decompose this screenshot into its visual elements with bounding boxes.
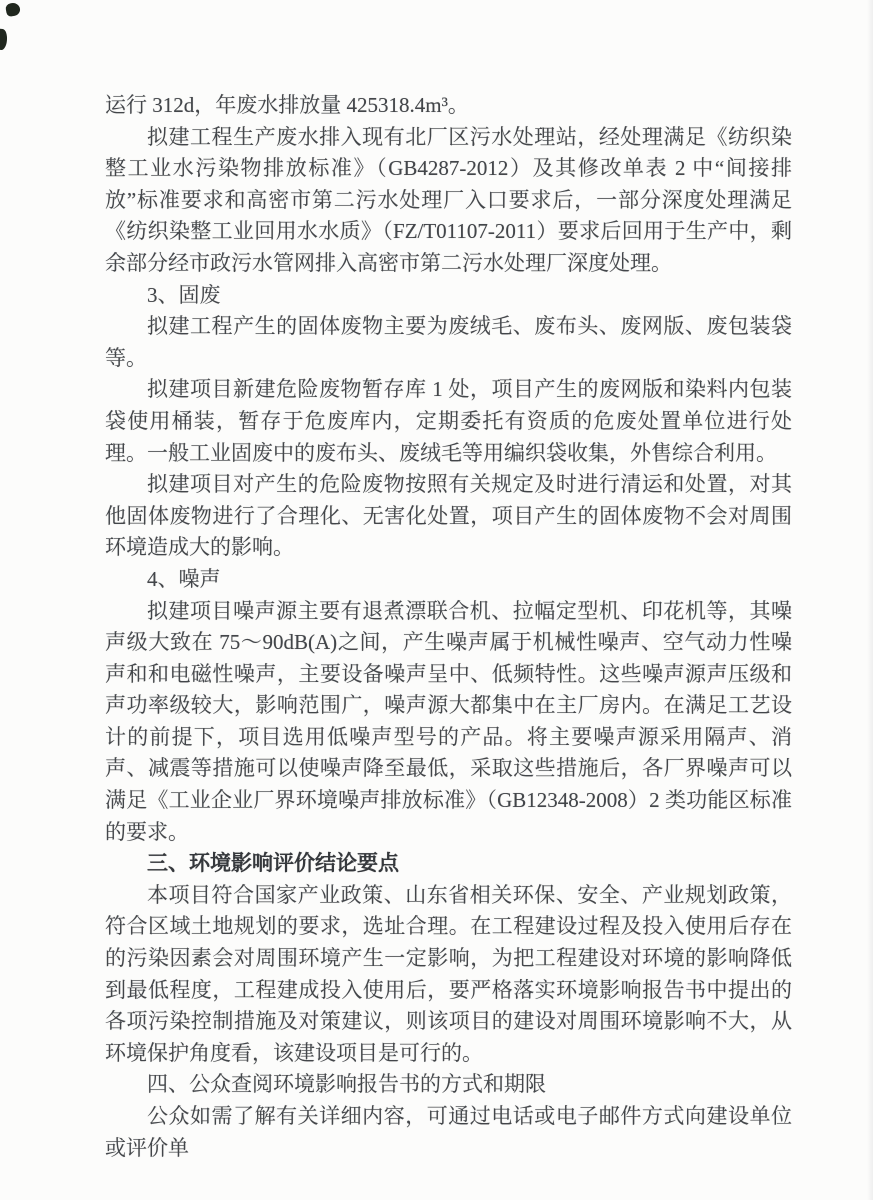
scan-ink-artifact-edge <box>0 29 8 51</box>
heading-solid-waste: 3、固废 <box>147 282 221 307</box>
paragraph-solid-waste-types: 拟建工程产生的固体废物主要为废绒毛、废布头、废网版、废包装袋等。 <box>105 314 792 370</box>
paragraph-annual-wastewater-volume: 运行 312d，年废水排放量 425318.4m³。 <box>105 93 469 117</box>
paragraph-wastewater-treatment: 拟建工程生产废水排入现有北厂区污水处理站，经处理满足《纺织染整工业水污染物排放标准》（GB4287-2012）及其修改单表 2 中“间接排放”标准要求和高密市第二污水处理厂入口要求后，一部分深度处理满足《纺织染整工业回用水水质》（FZ/T01107-2011）要求后回用于生产中，剩余部分经市政污水管网排入高密市第二污水处理厂深度处理。 <box>105 124 792 275</box>
paragraph-solid-waste-disposal: 拟建项目对产生的危险废物按照有关规定及时进行清运和处置，对其他固体废物进行了合理化、无害化处置，项目产生的固体废物不会对周围环境造成大的影响。 <box>105 472 792 560</box>
paragraph-noise-sources: 拟建项目噪声源主要有退煮漂联合机、拉幅定型机、印花机等，其噪声级大致在 75～90dB(A)之间，产生噪声属于机械性噪声、空气动力性噪声和和电磁性噪声，主要设备噪声呈中、低频特性。这些噪声源声压级和声功率级较大，影响范围广，噪声源大都集中在主厂房内。在满足工艺设计的前提下，项目选用低噪声型号的产品。将主要噪声源采用隔声、消声、减震等措施可以使噪声降至最低，采取这些措施后，各厂界噪声可以满足《工业企业厂界环境噪声排放标准》（GB12348-2008）2 类功能区标准的要求。 <box>105 598 792 844</box>
document-body <box>105 90 792 1164</box>
paragraph-solid-waste-storage: 拟建项目新建危险废物暂存库 1 处，项目产生的废网版和染料内包装袋使用桶装，暂存于危废库内，定期委托有资质的危废处置单位进行处理。一般工业固废中的废布头、废绒毛等用编织袋收集，外售综合利用。 <box>105 377 792 465</box>
heading-eia-conclusion: 三、环境影响评价结论要点 <box>147 851 399 876</box>
paragraph-public-contact: 公众如需了解有关详细内容，可通过电话或电子邮件方式向建设单位或评价单 <box>105 1104 792 1160</box>
paragraph-eia-conclusion: 本项目符合国家产业政策、山东省相关环保、安全、产业规划政策，符合区域土地规划的要求，选址合理。在工程建设过程及投入使用后存在的污染因素会对周围环境产生一定影响，为把工程建设对环境的影响降低到最低程度，工程建成投入使用后，要严格落实环境影响报告书中提出的各项污染控制措施及对策建议，则该项目的建设对周围环境影响不大，从环境保护角度看，该建设项目是可行的。 <box>105 882 792 1065</box>
scan-ink-artifact-top <box>5 2 21 17</box>
heading-public-review: 四、公众查阅环境影响报告书的方式和期限 <box>147 1072 546 1097</box>
heading-noise: 4、噪声 <box>147 566 221 591</box>
